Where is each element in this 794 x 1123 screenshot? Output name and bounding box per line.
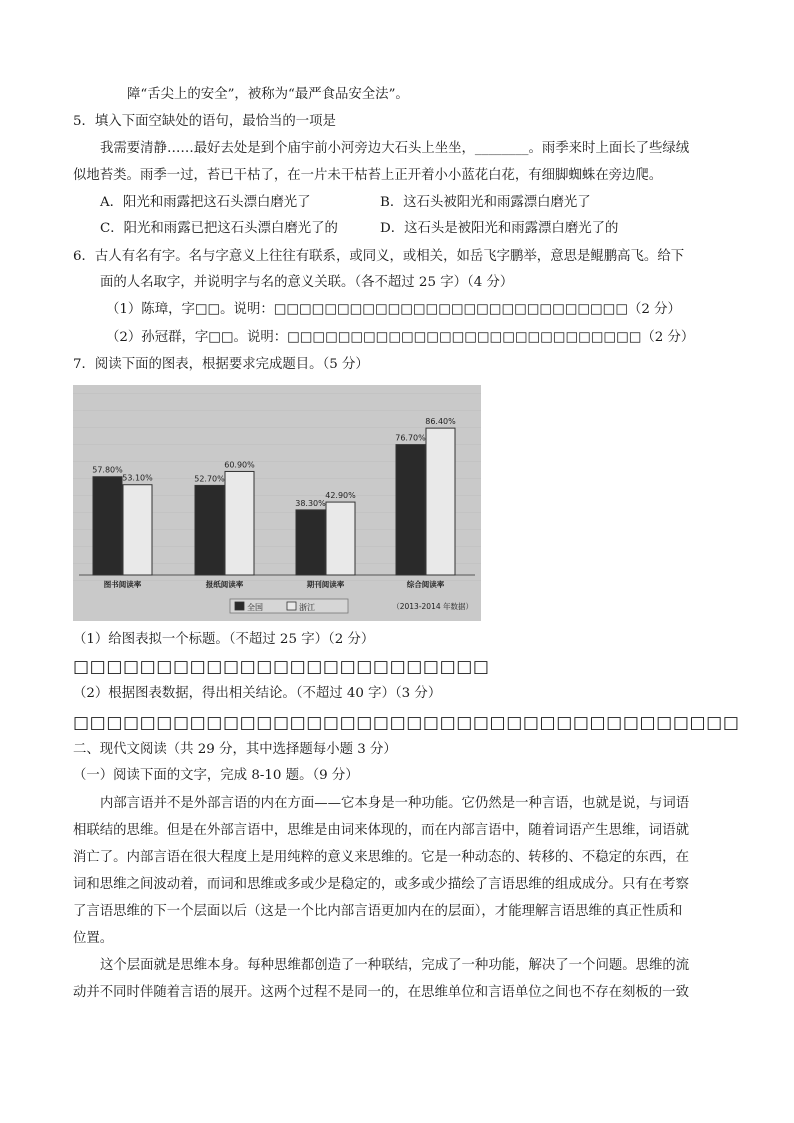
bar-zhejiang	[123, 485, 152, 575]
bar-national	[396, 445, 425, 575]
section-heading: 二、现代文阅读（共 29 分，其中选择题每小题 3 分）	[73, 742, 397, 757]
category-label: 期刊阅读率	[306, 580, 345, 589]
bar-chart	[73, 385, 481, 621]
chart-note: （2013-2014 年数据）	[392, 602, 473, 611]
passage-line: 相联结的思维。但是在外部言语中，思维是由词来体现的，而在内部言语中，随着词语产生思维，词语就	[73, 823, 689, 838]
data-label: 53.10%	[122, 473, 153, 483]
category-label: 报纸阅读率	[205, 580, 244, 589]
passage-line: 位置。	[73, 931, 114, 946]
background-texture	[73, 427, 481, 428]
question-5-passage: 我需要清静……最好去处是到个庙宇前小河旁边大石头上坐坐，________。雨季来时上面长了些绿绒	[100, 141, 690, 156]
passage-line: 消亡了。内部言语在很大程度上是用纯粹的意义来思维的。它是一种动态的、转移的、不稳定的东西，在	[73, 850, 689, 865]
question-6-item-1: （1）陈璋，字□□。说明：□□□□□□□□□□□□□□□□□□□□□□□□□□□□（2 分）	[106, 302, 681, 317]
option-c: C．阳光和雨露已把这石头漂白磨光了的	[100, 221, 338, 236]
bar-zhejiang	[225, 471, 254, 575]
answer-boxes: □□□□□□□□□□□□□□□□□□□□□□□□□□□□□□□□□□□□□□□□	[73, 713, 740, 733]
legend-swatch	[287, 602, 296, 610]
bar-national	[93, 477, 122, 575]
bar-zhejiang	[326, 502, 355, 575]
data-label: 86.40%	[425, 417, 456, 427]
data-label: 52.70%	[194, 474, 225, 484]
data-label: 38.30%	[295, 498, 326, 508]
option-b: B．这石头被阳光和雨露漂白磨光了	[380, 195, 591, 210]
passage-line: 内部言语并不是外部言语的内在方面——它本身是一种功能。它仍然是一种言语，也就是说，与词语	[100, 796, 690, 811]
data-label: 57.80%	[92, 465, 123, 475]
legend-label: 全国	[247, 603, 263, 612]
bar-national	[296, 510, 325, 575]
category-label: 图书阅读率	[103, 580, 142, 589]
passage-line: 动并不同时伴随着言语的展开。这两个过程不是同一的，在思维单位和言语单位之间也不存在刻板的一致	[73, 985, 689, 1000]
question-5-stem: 5．填入下面空缺处的语句，最恰当的一项是	[73, 114, 336, 129]
question-6-stem: 面的人名取字，并说明字与名的意义关联。（各不超过 25 字）（4 分）	[100, 275, 514, 290]
passage-line: 了言语思维的下一个层面以后（这是一个比内部言语更加内在的层面），才能理解言语思维的真正性质和	[73, 904, 683, 919]
question-6-item-2: （2）孙冠群，字□□。说明：□□□□□□□□□□□□□□□□□□□□□□□□□□□□（2 分）	[106, 330, 695, 345]
data-label: 60.90%	[224, 460, 255, 470]
question-7-item-2: （2）根据图表数据，得出相关结论。（不超过 40 字）（3 分）	[73, 686, 442, 701]
question-5-passage: 似地苔类。雨季一过，苔已干枯了，在一片未干枯苔上正开着小小蓝花白花，有细脚蜘蛛在旁边爬。	[73, 168, 663, 183]
data-label: 42.90%	[325, 491, 356, 501]
option-a: A．阳光和雨露把这石头漂白磨光了	[100, 195, 311, 210]
legend-label: 浙江	[299, 603, 315, 612]
chart-photo	[73, 385, 481, 621]
background-texture	[73, 410, 481, 411]
question-7-stem: 7．阅读下面的图表，根据要求完成题目。（5 分）	[73, 357, 369, 372]
background-texture	[73, 393, 481, 394]
passage-line: 这个层面就是思维本身。每种思维都创造了一种联结，完成了一种功能，解决了一个问题。思维的流	[100, 958, 690, 973]
legend-swatch	[235, 602, 244, 610]
text-line: 障“舌尖上的安全”，被称为“最严食品安全法”。	[127, 87, 409, 102]
subsection-heading: （一）阅读下面的文字，完成 8-10 题。（9 分）	[73, 768, 359, 783]
question-7-item-1: （1）给图表拟一个标题。（不超过 25 字）（2 分）	[73, 632, 375, 647]
option-d: D．这石头是被阳光和雨露漂白磨光了的	[380, 221, 619, 236]
category-label: 综合阅读率	[406, 580, 445, 589]
question-6-stem: 6．古人有名有字。名与字意义上往往有联系，或同义，或相关，如岳飞字鹏举，意思是鲲鹏高飞。给下	[73, 249, 685, 264]
passage-line: 词和思维之间波动着，而词和思维或多或少是稳定的，或多或少描绘了言语思维的组成成分。只有在考察	[73, 877, 689, 892]
bar-national	[195, 485, 224, 575]
data-label: 76.70%	[395, 433, 426, 443]
bar-zhejiang	[426, 428, 455, 575]
answer-boxes: □□□□□□□□□□□□□□□□□□□□□□□□□	[73, 657, 490, 677]
